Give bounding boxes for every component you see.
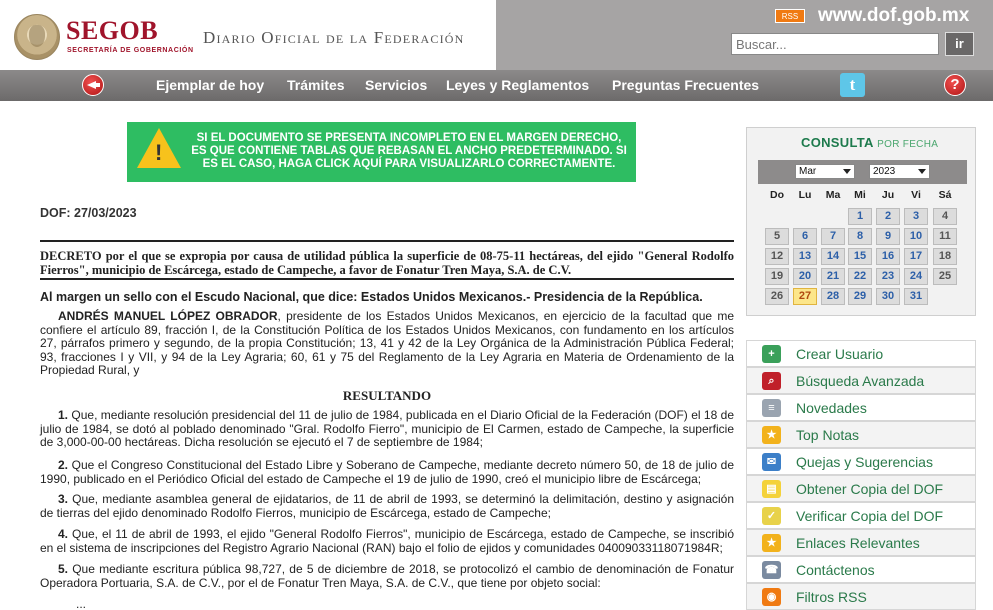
- nav-item-tramites[interactable]: Trámites: [287, 77, 345, 93]
- weekday-label: Mi: [854, 189, 866, 201]
- calendar-day-selected[interactable]: 27: [793, 288, 817, 305]
- calendar-day[interactable]: 30: [876, 288, 900, 305]
- ellipsis-text: ...: [76, 598, 87, 610]
- calendar-day[interactable]: 2: [876, 208, 900, 225]
- calendar-day[interactable]: 9: [876, 228, 900, 245]
- rss-badge-icon[interactable]: RSS: [775, 9, 805, 23]
- calendar-day[interactable]: 18: [933, 248, 957, 265]
- calendar-day[interactable]: 26: [765, 288, 789, 305]
- calendar-day[interactable]: 10: [904, 228, 928, 245]
- menu-item-obtener-copia-del-dof[interactable]: [746, 475, 976, 502]
- calendar-day[interactable]: 22: [848, 268, 872, 285]
- calendar-day[interactable]: 24: [904, 268, 928, 285]
- site-url-text: www.dof.gob.mx: [818, 5, 970, 26]
- paragraph-3: [40, 493, 734, 520]
- calendar-day[interactable]: 6: [793, 228, 817, 245]
- nav-item-ejemplar-de-hoy[interactable]: Ejemplar de hoy: [156, 77, 265, 93]
- calendar-day[interactable]: 1: [848, 208, 872, 225]
- calendar-selectors: [758, 160, 967, 184]
- paragraph-text: Que, el 11 de abril de 1993, el ejido "General Rodolfo Fierros", municipio de Escárcega, estado de Campeche, se inscribió en el sistema de inscripciones del Registro Agrario Nacional (RAN) bajo el folio de ejidos y comunidades 04009033118071984R;: [40, 527, 734, 555]
- menu-item-label: Quejas y Sugerencias: [796, 454, 933, 470]
- help-icon[interactable]: ?: [944, 74, 966, 96]
- calendar-day[interactable]: 11: [933, 228, 957, 245]
- paragraph-number: 5.: [58, 562, 69, 576]
- star-icon: ★: [762, 534, 781, 552]
- menu-item-label: Filtros RSS: [796, 589, 867, 605]
- news-icon: ≡: [762, 399, 781, 417]
- search-button[interactable]: ir: [945, 32, 974, 56]
- paragraph-5: [40, 563, 734, 590]
- calendar-day[interactable]: 28: [821, 288, 845, 305]
- page-title: Diario Oficial de la Federación: [203, 28, 465, 47]
- weekday-label: Ju: [881, 189, 895, 201]
- menu-item-label: Obtener Copia del DOF: [796, 481, 944, 497]
- paragraph-number: 4.: [58, 527, 69, 541]
- menu-item-enlaces-relevantes[interactable]: [746, 529, 976, 556]
- document-check-icon: ✓: [762, 507, 781, 525]
- calendar-day[interactable]: 3: [904, 208, 928, 225]
- calendar-day[interactable]: 29: [848, 288, 872, 305]
- menu-item-label: Top Notas: [796, 427, 860, 443]
- calendar-day[interactable]: 12: [765, 248, 789, 265]
- intro-text: , presidente de los Estados Unidos Mexicanos, en ejercicio de la facultad que me confiere el artículo 89, fracción I, de la Constitución Política de los Estados Unidos Mexicanos, con fundamento en los artículos 27, párrafos primero y segundo, de la propia Constitución; 13, 41 y 42 de la Ley Orgánica de la Administración Pública Federal; 93, fracciones I y VII, y 94 de la Ley Agraria; 60, 61 y 75 del Reglamento de la Ley Agraria en Materia de Ordenamiento de la Propiedad Rural, y: [40, 309, 734, 377]
- user-add-icon: +: [762, 345, 781, 363]
- intro-paragraph: [40, 310, 734, 378]
- warning-mark: !: [155, 140, 163, 165]
- document-icon: ▤: [762, 480, 781, 498]
- weekday-label: Do: [770, 189, 784, 201]
- paragraph-number: 1.: [58, 408, 69, 422]
- calendar-day[interactable]: 14: [821, 248, 845, 265]
- nav-item-servicios[interactable]: Servicios: [365, 77, 428, 93]
- header-brand-area: [0, 0, 496, 70]
- calendar-day[interactable]: 5: [765, 228, 789, 245]
- calendar-day[interactable]: 7: [821, 228, 845, 245]
- calendar-day[interactable]: 21: [821, 268, 845, 285]
- paragraph-number: 2.: [58, 458, 69, 472]
- paragraph-number: 3.: [58, 492, 69, 506]
- weekday-label: Vi: [911, 189, 921, 201]
- calendar-day[interactable]: 4: [933, 208, 957, 225]
- weekday-label: Sá: [938, 189, 952, 201]
- segob-logo-text[interactable]: SEGOB: [66, 16, 159, 45]
- menu-item-label: Verificar Copia del DOF: [796, 508, 944, 524]
- calendar-day[interactable]: 19: [765, 268, 789, 285]
- rss-icon: ◉: [762, 588, 781, 606]
- search-input[interactable]: [731, 33, 939, 55]
- twitter-icon[interactable]: t: [840, 73, 865, 97]
- paragraph-text: Que el Congreso Constitucional del Estado Libre y Soberano de Campeche, mediante decreto número 50, de 18 de julio de 1990, publicado en el Periódico Oficial del estado de Campeche el 19 de julio de 1990, creó el municipio libre de Escárcega;: [40, 458, 734, 486]
- section-heading: RESULTANDO: [342, 388, 432, 403]
- mailbox-icon: ✉: [762, 453, 781, 471]
- month-select[interactable]: Mar: [795, 164, 855, 179]
- incomplete-document-notice[interactable]: [127, 122, 636, 182]
- menu-item-busqueda-avanzada[interactable]: [746, 367, 976, 394]
- year-select[interactable]: 2023: [869, 164, 930, 179]
- calendar-day[interactable]: 15: [848, 248, 872, 265]
- calendar-day[interactable]: 16: [876, 248, 900, 265]
- paragraph-2: [40, 459, 734, 486]
- paragraph-4: [40, 528, 734, 555]
- paragraph-text: Que mediante escritura pública 98,727, de 5 de diciembre de 2018, se protocolizó el cambio de denominación de Fonatur Operadora Portuaria, S.A. de C.V., por el de Fonatur Tren Maya, S.A. de C.V., que tiene por objeto social:: [40, 562, 734, 590]
- menu-item-verificar-copia-del-dof[interactable]: [746, 502, 976, 529]
- segob-logo-subtitle: SECRETARÍA DE GOBERNACIÓN: [67, 47, 194, 54]
- paragraph-1: [40, 409, 734, 450]
- menu-item-quejas-y-sugerencias[interactable]: [746, 448, 976, 475]
- paragraph-text: Que, mediante asamblea general de ejidatarios, de 11 de abril de 1993, se determinó la delimitación, destino y asignación de tierras del ejido denominado Rodolfo Fierros, municipio de Escárcega, estado de Campeche;: [40, 492, 734, 520]
- decree-title: DECRETO por el que se expropia por causa de utilidad pública la superficie de 08-75-11 hectáreas, del ejido "General Rodolfo Fierros", municipio de Escárcega, estado de Campeche, a favor de Fonatur Tren Maya, S.A. de C.V.: [40, 249, 734, 277]
- publication-date: DOF: 27/03/2023: [40, 206, 137, 220]
- notice-text[interactable]: SI EL DOCUMENTO SE PRESENTA INCOMPLETO EN EL MARGEN DERECHO, ES QUE CONTIENE TABLAS QUE REBASAN EL ANCHO PREDETERMINADO. SI ES EL CASO, HAGA CLICK AQUÍ PARA VISUALIZARLO CORRECTAMENTE.: [191, 132, 627, 170]
- menu-item-label: Enlaces Relevantes: [796, 535, 920, 551]
- national-seal-icon: [14, 14, 60, 60]
- menu-item-label: Crear Usuario: [796, 346, 884, 362]
- weekday-label: Ma: [825, 189, 841, 201]
- calendar-title: [801, 135, 938, 150]
- calendar-day[interactable]: 25: [933, 268, 957, 285]
- menu-item-filtros-rss[interactable]: [746, 583, 976, 610]
- menu-item-label: Búsqueda Avanzada: [796, 373, 925, 389]
- calendar-day[interactable]: 17: [904, 248, 928, 265]
- nav-item-leyes-y-reglamentos[interactable]: Leyes y Reglamentos: [446, 77, 590, 93]
- date-calendar: [746, 127, 976, 316]
- calendar-day[interactable]: 31: [904, 288, 928, 305]
- search-icon: ⌕: [762, 372, 781, 390]
- calendar-title-sub: POR FECHA: [877, 139, 939, 150]
- menu-item-novedades[interactable]: [746, 394, 976, 421]
- calendar-day[interactable]: 8: [848, 228, 872, 245]
- calendar-day[interactable]: 13: [793, 248, 817, 265]
- seal-statement: Al margen un sello con el Escudo Nacional, que dice: Estados Unidos Mexicanos.- Presidencia de la República.: [40, 290, 703, 304]
- menu-item-contactenos[interactable]: [746, 556, 976, 583]
- contact-card-icon: ☎: [762, 561, 781, 579]
- weekday-label: Lu: [798, 189, 812, 201]
- divider: [40, 278, 734, 280]
- nav-item-preguntas-frecuentes[interactable]: Preguntas Frecuentes: [612, 77, 760, 93]
- calendar-day[interactable]: 23: [876, 268, 900, 285]
- main-nav: [0, 70, 993, 101]
- paragraph-text: Que, mediante resolución presidencial del 11 de julio de 1984, publicada en el Diario Oficial de la Federación (DOF) el 18 de julio de 1984, se dotó al poblado denominado "Gral. Rodolfo Fierro", municipio de El Carmen, estado de Campeche, la superficie de 3,000-00-00 hectáreas. Dicha resolución se ejecutó el 7 de septiembre de 1984;: [40, 408, 734, 449]
- divider: [40, 240, 734, 242]
- menu-item-label: Contáctenos: [796, 562, 875, 578]
- menu-item-crear-usuario[interactable]: [746, 340, 976, 367]
- menu-item-top-notas[interactable]: [746, 421, 976, 448]
- back-arrow-icon[interactable]: [82, 74, 104, 96]
- calendar-day[interactable]: 20: [793, 268, 817, 285]
- president-name: ANDRÉS MANUEL LÓPEZ OBRADOR: [58, 309, 278, 323]
- star-icon: ★: [762, 426, 781, 444]
- menu-item-label: Novedades: [796, 400, 867, 416]
- calendar-title-main: CONSULTA: [801, 135, 874, 150]
